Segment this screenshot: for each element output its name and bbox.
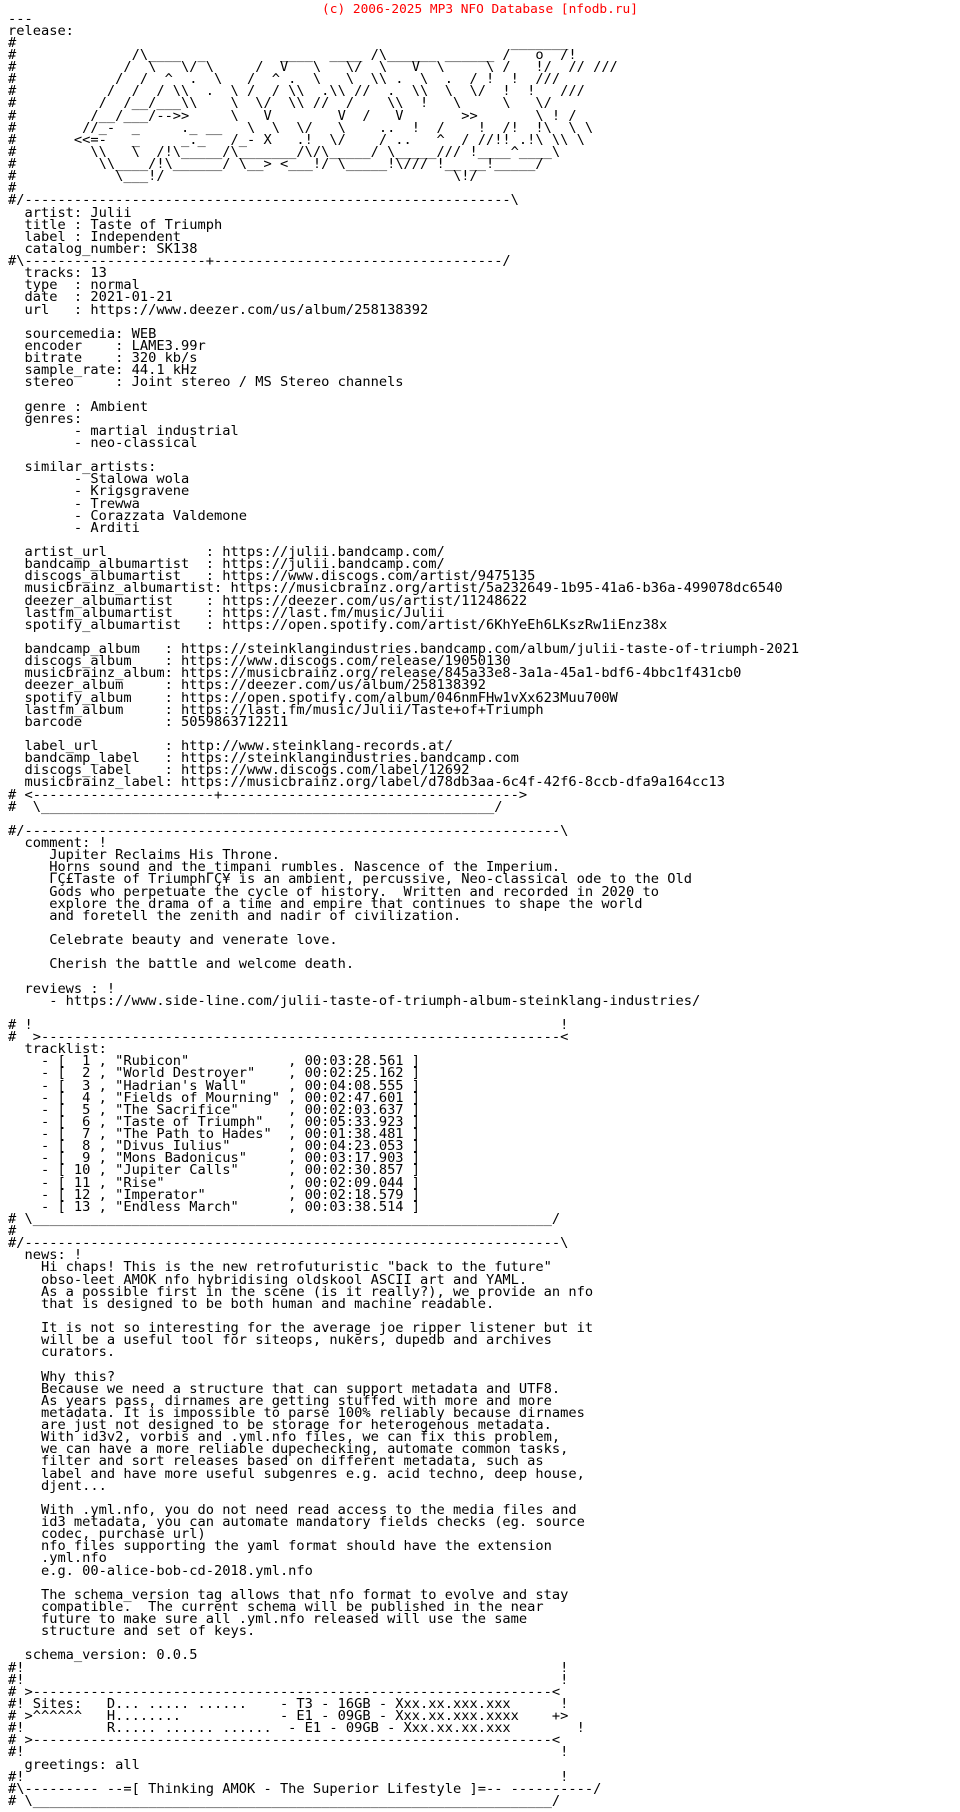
site-header — [0, 0, 960, 17]
copyright-link[interactable]: (c) 2006-2025 MP3 NFO Database [nfodb.ru] — [322, 2, 638, 17]
nfo-text: --- release: # _______ # /\____ _ ____ ____ /\______ ______ / o /! # / \ \/ \ / V \ \/ \ V \ \ / !/ // /// # / / ^ . \ / ^ . \ \ \\ . \ . / ! ! /// # / / / \\ . \ / / \\ .\\ // . \\ \ \/ ! ! /// # / /__/___\\ \ \/ \\ // / \\ ! \ \ \/ # /__/___/-->> \ V V / V >> \ ! / # //_- _ ._ __ \ \ \/ \ .. ! / ! /! !\ \ \ # <<=- _ _._ /_- X .! \/ / .. ^ / //!! .!\ \\ \ # \\ \ /!\_____/\_______/\/\_____/ \_____/// !____^____\ # \\____/!\______/ \__> <___!/ \_____!\/// !__ __!_____/ # \___!/ \!/ # #/-----------------------------------------------------------\ artist: Julii title : Taste of Triumph label : Independent catalog_number: SK138 #\----------------------+-----------------------------------/ tracks: 13 type : normal date : 2021-01-21 url : https://www.deezer.com/us/album/258138392 sourcemedia: WEB encoder : LAME3.99r bitrate : 320 kb/s sample_rate: 44.1 kHz stereo : Joint stereo / MS Stereo channels genre : Ambient genres: - martial industrial - neo-classical similar_artists: - Stalowa wola - Krigsgravene - Trewwa - Corazzata Valdemone - Arditi artist_url : https://julii.bandcamp.com/ bandcamp_albumartist : https://julii.bandcamp.com/ discogs_albumartist : https://www.discogs.com/artist/9475135 musicbrainz_albumartist: https://musicbrainz.org/artist/5a232649-1b95-41a6-b36a-499078dc6540 deezer_albumartist : https://deezer.com/us/artist/11248622 lastfm_albumartist : https://last.fm/music/Julii spotify_albumartist : https://open.spotify.com/artist/6KhYeEh6LKszRw1iEnz38x bandcamp_album : https://steinklangindustries.bandcamp.com/album/julii-taste-of-triumph-2021 discogs_album : https://www.discogs.com/release/19050130 musicbrainz_album: https://musicbrainz.org/release/845a33e8-3a1a-45a1-bdf6-4bbc1f431cb0 deezer_album : https://deezer.com/us/album/258138392 spotify_album : https://open.spotify.com/album/046nmFHw1vXx623Muu700W lastfm_album : https://last.fm/music/Julii/Taste+of+Triumph barcode : 5059863712211 label_url : http://www.steinklang-records.at/ bandcamp_label : https://steinklangindustries.bandcamp.com discogs_label : https://www.discogs.com/label/12692 musicbrainz_label: https://musicbrainz.org/label/d78db3aa-6c4f-42f6-8ccb-dfa9a164cc13 # <----------------------+------------------------------------> # \_______________________________________________________/ #/-----------------------------------------------------------------\ comment: ! Jupiter Reclaims His Throne. Horns sound and the timpani rumbles. Nascence of the Imperium. ΓÇ£Taste of TriumphΓÇ¥ is an ambient, percussive, Neo-classical ode to the Old Gods who perpetuate the cycle of history. Written and recorded in 2020 to explore the drama of a time and empire that continues to shape the world and foretell the zenith and nadir of civilization. Celebrate beauty and venerate love. Cherish the battle and welcome death. reviews : ! - https://www.side-line.com/julii-taste-of-triumph-album-steinklang-industries/ # ! ! # >---------------------------------------------------------------< tracklist: - [ 1 , "Rubicon" , 00:03:28.561 ] - [ 2 , "World Destroyer" , 00:02:25.162 ] - [ 3 , "Hadrian's Wall" , 00:04:08.555 ] - [ 4 , "Fields of Mourning" , 00:02:47.601 ] - [ 5 , "The Sacrifice" , 00:02:03.637 ] - [ 6 , "Taste of Triumph" , 00:05:33.923 ] - [ 7 , "The Path to Hades" , 00:01:38.481 ] - [ 8 , "Divus Iulius" , 00:04:23.053 ] - [ 9 , "Mons Badonicus" , 00:03:17.903 ] - [ 10 , "Jupiter Calls" , 00:02:30.857 ] - [ 11 , "Rise" , 00:02:09.044 ] - [ 12 , "Imperator" , 00:02:18.579 ] - [ 13 , "Endless March" , 00:03:38.514 ] # \_______________________________________________________________/ # #/-----------------------------------------------------------------\ news: ! Hi chaps! This is the new retrofuturistic "back to the future" obso-leet AMOK nfo hybridising oldskool ASCII art and YAML. As a possible first in the scene (is it really?), we provide an nfo that is designed to be both human and machine readable. It is not so interesting for the average joe ripper listener but it will be a useful tool for siteops, nukers, dupedb and archives curators. Why this? Because we need a structure that can support metadata and UTF8. As years pass, dirnames are getting stuffed with more and more metadata. It is impossible to parse 100% reliably because dirnames are just not designed to be storage for heterogenous metadata. With id3v2, vorbis and .yml.nfo files, we can fix this problem, we can have a more reliable dupechecking, automate common tasks, filter and sort releases based on different metadata, such as label and have more useful subgenres e.g. acid techno, deep house, djent... With .yml.nfo, you do not need read access to the media files and id3 metadata, you can automate mandatory fields checks (eg. source codec, purchase url) nfo files supporting the yaml format should have the extension .yml.nfo e.g. 00-alice-bob-cd-2018.yml.nfo The schema_version tag allows that nfo format to evolve and stay compatible. The current schema will be published in the near future to make sure all .yml.nfo released will use the same structure and set of keys. schema_version: 0.0.5 #! ! #! ! # >---------------------------------------------------------------< #! Sites: D... ..... ...... - T3 - 16GB - Xxx.xx.xxx.xxx ! # >^^^^^^ H........ - E1 - 09GB - Xxx.xx.xxx.xxxx +> #! R..... ...... ...... - E1 - 09GB - Xxx.xx.xx.xxx ! # >---------------------------------------------------------------< #! ! greetings: all #! ! #\--------- --=[ Thinking AMOK - The Superior Lifestyle ]=-- ----------/ # \_______________________________________________________________/ — [8, 10, 800, 1809]
